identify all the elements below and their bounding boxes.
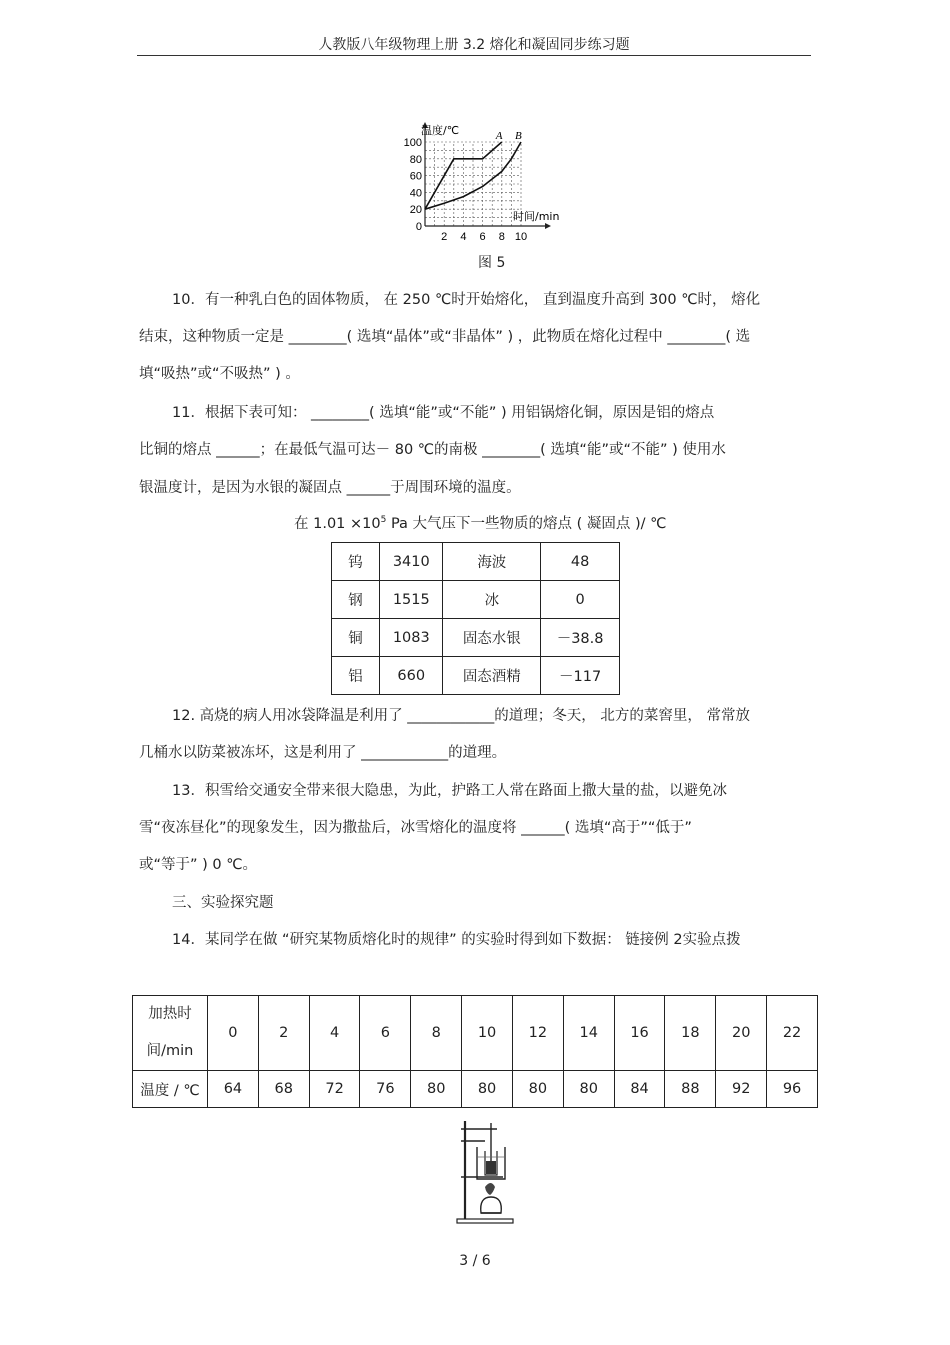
melting-table-row	[332, 619, 620, 657]
melting-table-caption: 在 $1.01 \times 10^5$ Pa 大气压下一些物质的熔点 ( 凝固点 )/ ℃	[294, 515, 667, 532]
melting-table-cell: 48	[541, 543, 620, 581]
q13-line3: 或“等于” ) 0 ℃。	[139, 857, 258, 873]
q12-line2: 几桶水以防菜被冻坏，这是利用了 ____________的道理。	[139, 745, 507, 761]
q13-line1: 13．积雪给交通安全带来很大隐患，为此，护路工人常在路面上撒大量的盐，以避免冰	[172, 783, 727, 799]
q10-line2: 结束，这种物质一定是 ________( 选填“晶体”或“非晶体” ) ，此物质在熔化过程中 ________( 选	[139, 329, 751, 345]
time-cell: 10	[462, 996, 513, 1071]
chart-series-label: A	[495, 130, 503, 142]
temp-cell: 64	[208, 1071, 259, 1108]
chart-y-axis-label: 温度/℃	[421, 124, 460, 137]
melting-table-cell: 3410	[380, 543, 443, 581]
temp-cell: 88	[665, 1071, 716, 1108]
time-cell: 14	[563, 996, 614, 1071]
melting-table-cell: 铝	[332, 657, 380, 695]
time-cell: 20	[716, 996, 767, 1071]
chart-y-tick-label: 20	[409, 204, 422, 217]
temp-cell: 80	[462, 1071, 513, 1108]
temp-cell: 96	[767, 1071, 818, 1108]
temp-cell: 80	[563, 1071, 614, 1108]
melting-table-cell: 海波	[443, 543, 541, 581]
time-cell: 16	[614, 996, 665, 1071]
temp-cell: 68	[258, 1071, 309, 1108]
chart-x-arrow	[545, 223, 551, 229]
header-divider	[137, 55, 811, 56]
q11-line3: 银温度计，是因为水银的凝固点 ______于周围环境的温度。	[139, 480, 521, 496]
q11-line2: 比铜的熔点 ______；在最低气温可达－ 80 ℃的南极 ________( 选填“能”或“不能” ) 使用水	[139, 442, 726, 458]
time-cell: 0	[208, 996, 259, 1071]
q11-line1: 11．根据下表可知： ________( 选填“能”或“不能” ) 用铝锅熔化铜，原因是铝的熔点	[172, 405, 715, 421]
melting-table-cell: －117	[541, 657, 620, 695]
chart-x-axis-label: 时间/min	[513, 210, 560, 223]
time-cell: 12	[512, 996, 563, 1071]
melting-table-cell: 钢	[332, 581, 380, 619]
melting-point-table	[331, 542, 620, 695]
melting-table-cell: 0	[541, 581, 620, 619]
q10-line3: 填“吸热”或“不吸热” ) 。	[139, 366, 300, 382]
time-cell: 22	[767, 996, 818, 1071]
time-cell: 4	[309, 996, 360, 1071]
melting-table-cell: 660	[380, 657, 443, 695]
melting-table-row	[332, 543, 620, 581]
chart-series-label: B	[515, 130, 522, 142]
time-cell: 2	[258, 996, 309, 1071]
page-header: 人教版八年级物理上册 3.2 熔化和凝固同步练习题	[318, 37, 630, 53]
melting-table-cell: 固态水银	[443, 619, 541, 657]
section3-title: 三、实验探究题	[172, 895, 274, 911]
melting-table-row	[332, 581, 620, 619]
q13-line2: 雪“夜冻昼化”的现象发生，因为撒盐后，冰雪熔化的温度将 ______( 选填“高于”“低于”	[139, 820, 692, 836]
chart-y-tick-label: 60	[409, 170, 422, 183]
chart-x-tick-label: 8	[498, 231, 505, 243]
temp-cell: 76	[360, 1071, 411, 1108]
temp-cell: 80	[411, 1071, 462, 1108]
temp-cell: 80	[512, 1071, 563, 1108]
chart-y-tick-label: 100	[403, 137, 422, 149]
melting-table-cell: 固态酒精	[443, 657, 541, 695]
temp-cell: 92	[716, 1071, 767, 1108]
figure5-caption: 图 5	[478, 255, 506, 271]
melting-table-cell: 冰	[443, 581, 541, 619]
time-cell: 18	[665, 996, 716, 1071]
melting-table-cell: －38.8	[541, 619, 620, 657]
melting-table-cell: 1083	[380, 619, 443, 657]
temp-cell: 72	[309, 1071, 360, 1108]
melting-table-row	[332, 657, 620, 695]
temp-cell: 84	[614, 1071, 665, 1108]
melting-table-cell: 钨	[332, 543, 380, 581]
melting-table-cell: 铜	[332, 619, 380, 657]
time-cell: 6	[360, 996, 411, 1071]
chart-y-tick-label: 40	[409, 187, 422, 200]
q12-line1: 12. 高烧的病人用冰袋降温是利用了 ____________的道理；冬天， 北方的菜窖里， 常常放	[172, 708, 750, 724]
melting-table-cell: 1515	[380, 581, 443, 619]
heating-apparatus-illustration	[455, 1117, 515, 1225]
time-cell: 8	[411, 996, 462, 1071]
figure5-chart	[395, 120, 585, 245]
q14-line1: 14．某同学在做 “研究某物质熔化时的规律” 的实验时得到如下数据： 链接例 2实验点拨	[172, 932, 741, 948]
q10-line1: 10．有一种乳白色的固体物质， 在 250 ℃时开始熔化， 直到温度升高到 300 ℃时， 熔化	[172, 292, 761, 308]
chart-y-tick-label: 0	[415, 221, 422, 233]
page-number: 3 / 6	[459, 1253, 491, 1269]
heating-data-table	[132, 995, 818, 1108]
chart-y-tick-label: 80	[409, 153, 422, 166]
chart-x-tick-label: 2	[441, 231, 448, 243]
chart-x-tick-label: 6	[479, 231, 486, 243]
temp-header-cell: 温度 / ℃	[133, 1071, 208, 1108]
chart-x-tick-label: 10	[514, 231, 528, 243]
time-header-cell: 加热时 间/min	[133, 996, 208, 1071]
chart-x-tick-label: 4	[460, 231, 467, 243]
